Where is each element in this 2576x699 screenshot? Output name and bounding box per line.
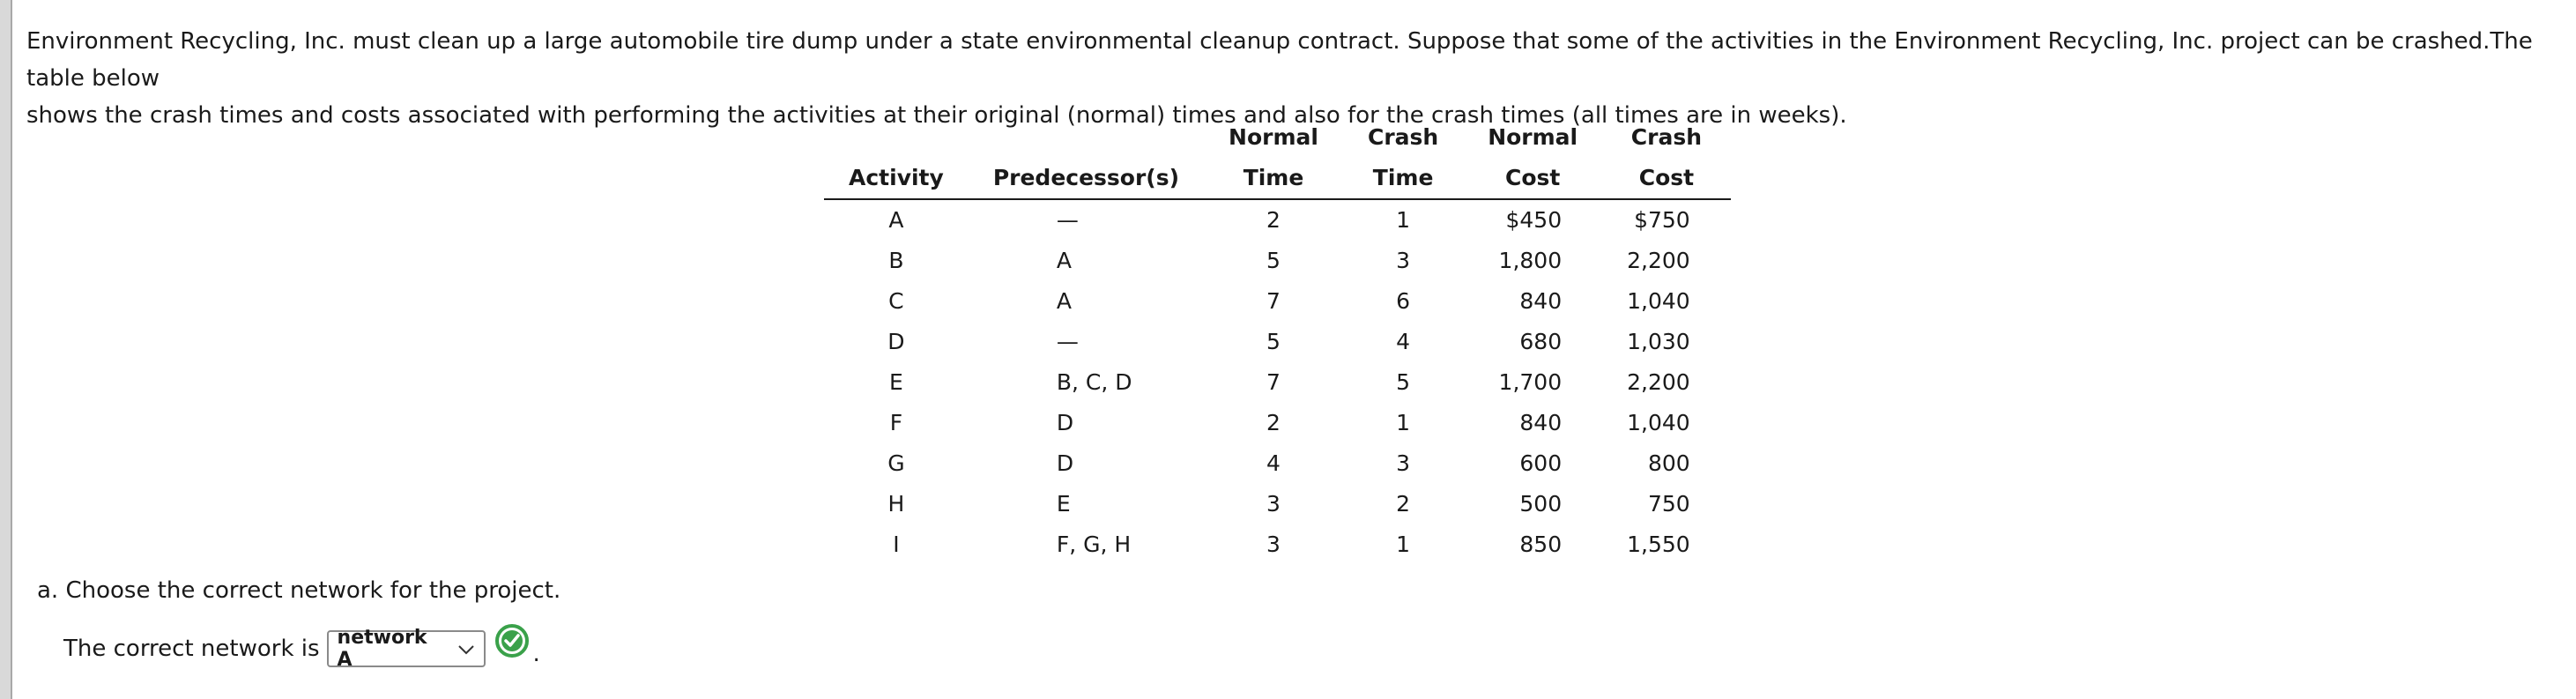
cell-predecessors: A [1056, 248, 1072, 273]
cell-normal-cost: 680 [1519, 329, 1563, 354]
cell-crash-time: 6 [1396, 288, 1411, 314]
cell-activity: D [887, 329, 905, 354]
cell-crash-cost: 750 [1647, 491, 1690, 517]
cell-normal-time: 3 [1266, 532, 1281, 557]
cell-normal-cost: 840 [1519, 410, 1563, 435]
table-row [824, 403, 1731, 443]
cell-normal-cost: 500 [1519, 491, 1563, 517]
answer-line [63, 627, 540, 671]
network-select-value: network A [337, 627, 427, 671]
check-circle-icon [494, 623, 530, 658]
header-top-normal-time: Normal [1229, 124, 1318, 150]
cell-activity: C [888, 288, 904, 314]
header-top-crash-cost: Crash [1630, 124, 1703, 150]
cell-predecessors: E [1056, 491, 1071, 517]
header-top-normal-cost: Normal [1488, 124, 1578, 150]
answer-period: . [532, 641, 540, 667]
table-row [824, 241, 1731, 281]
table-row [824, 524, 1731, 565]
cell-crash-cost: 1,040 [1627, 288, 1690, 314]
header-activity: Activity [824, 158, 969, 199]
header-row-top [824, 117, 1731, 158]
cell-activity: H [887, 491, 905, 517]
cell-crash-cost: 800 [1647, 450, 1690, 476]
left-border [0, 0, 12, 699]
cell-crash-time: 2 [1396, 491, 1411, 517]
cell-crash-time: 1 [1396, 207, 1411, 233]
header-top-crash-time: Crash [1367, 124, 1439, 150]
table-row [824, 199, 1731, 241]
cell-activity: F [889, 410, 903, 435]
cell-normal-cost: 840 [1519, 288, 1563, 314]
cell-predecessors: — [1056, 329, 1079, 354]
cell-normal-time: 2 [1266, 410, 1281, 435]
cell-normal-time: 3 [1266, 491, 1281, 517]
cell-normal-cost: $450 [1505, 207, 1563, 233]
cell-normal-time: 5 [1266, 329, 1281, 354]
cell-activity: I [893, 532, 900, 557]
cell-normal-cost: 600 [1519, 450, 1563, 476]
cell-normal-time: 7 [1266, 288, 1281, 314]
chevron-down-icon [457, 638, 475, 660]
cell-activity: A [888, 207, 904, 233]
question-a-prompt: a. Choose the correct network for the project. [37, 577, 561, 604]
table-row [824, 443, 1731, 484]
cell-normal-cost: 1,700 [1498, 369, 1563, 395]
cell-predecessors: A [1056, 288, 1072, 314]
header-row-bottom [824, 158, 1731, 199]
header-top-activity [824, 117, 969, 158]
table-row [824, 484, 1731, 524]
header-predecessors: Predecessor(s) [969, 158, 1204, 199]
cell-crash-time: 3 [1396, 450, 1411, 476]
cell-activity: E [889, 369, 903, 395]
cell-activity: B [888, 248, 904, 273]
answer-prefix: The correct network is [63, 636, 320, 662]
cell-crash-cost: 2,200 [1627, 248, 1690, 273]
cell-normal-cost: 1,800 [1498, 248, 1563, 273]
table-row [824, 281, 1731, 322]
cell-crash-cost: 1,550 [1627, 532, 1690, 557]
table-row [824, 322, 1731, 362]
header-normal-time: Time [1204, 158, 1343, 199]
table-row [824, 362, 1731, 403]
cell-crash-cost: $750 [1634, 207, 1690, 233]
cell-predecessors: D [1056, 450, 1074, 476]
cell-crash-cost: 1,030 [1627, 329, 1690, 354]
cell-normal-time: 5 [1266, 248, 1281, 273]
cell-crash-time: 1 [1396, 532, 1411, 557]
cell-normal-time: 7 [1266, 369, 1281, 395]
intro-line-2: shows the crash times and costs associated with performing the activities at their original (normal) times and also for the crash times (all times are in weeks). [26, 102, 1847, 129]
cell-predecessors: F, G, H [1056, 532, 1132, 557]
cell-crash-time: 5 [1396, 369, 1411, 395]
cell-crash-time: 4 [1396, 329, 1411, 354]
header-normal-cost: Cost [1463, 158, 1602, 199]
cell-activity: G [887, 450, 905, 476]
cell-predecessors: B, C, D [1056, 369, 1132, 395]
cell-predecessors: D [1056, 410, 1074, 435]
cell-normal-cost: 850 [1519, 532, 1563, 557]
crash-table-container [824, 117, 1731, 565]
crash-table [824, 117, 1731, 565]
header-crash-time: Time [1343, 158, 1463, 199]
cell-crash-time: 1 [1396, 410, 1411, 435]
network-select[interactable] [327, 627, 486, 671]
cell-crash-time: 3 [1396, 248, 1411, 273]
intro-line-1: Environment Recycling, Inc. must clean up a large automobile tire dump under a state environmental cleanup contract. Suppose that some of the activities in the Environment Recycling, Inc. project can be crashed.The table below [26, 28, 2533, 92]
cell-crash-cost: 1,040 [1627, 410, 1690, 435]
cell-normal-time: 2 [1266, 207, 1281, 233]
header-crash-cost: Cost [1602, 158, 1731, 199]
cell-predecessors: — [1056, 207, 1079, 233]
header-top-predecessors [969, 117, 1204, 158]
cell-normal-time: 4 [1266, 450, 1281, 476]
cell-crash-cost: 2,200 [1627, 369, 1690, 395]
